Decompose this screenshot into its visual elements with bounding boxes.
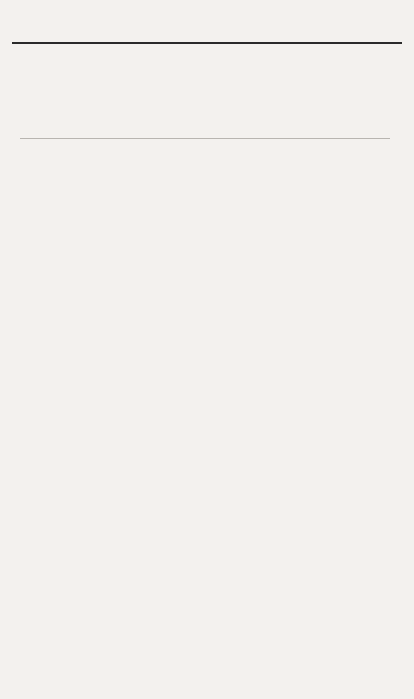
toc-section-chapter-3 [20,150,390,690]
toc-section-top [20,54,390,139]
page-header [12,6,402,44]
